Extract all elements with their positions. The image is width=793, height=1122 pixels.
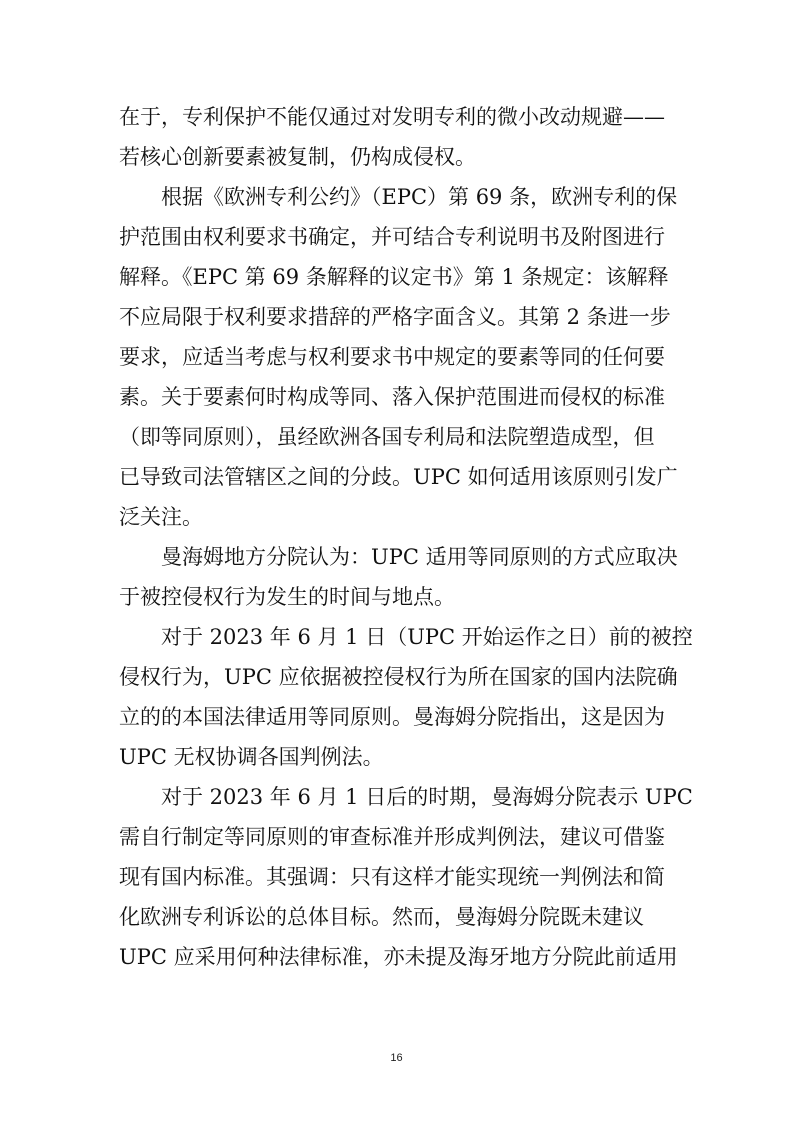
- text-line: 化欧洲专利诉讼的总体目标。然而，曼海姆分院既未建议: [119, 905, 644, 929]
- text-line: 护范围由权利要求书确定，并可结合专利说明书及附图进行: [119, 225, 665, 249]
- text-line: （即等同原则），虽经欧洲各国专利局和法院塑造成型，但: [119, 425, 655, 449]
- text-line: 根据《欧洲专利公约》（EPC）第 69 条，欧洲专利的保: [119, 185, 678, 209]
- text-line: 素。关于要素何时构成等同、落入保护范围进而侵权的标准: [119, 385, 665, 409]
- text-line: 现有国内标准。其强调：只有这样才能实现统一判例法和简: [119, 865, 665, 889]
- page-number: 16: [390, 1052, 403, 1064]
- text-line: 若核心创新要素被复制，仍构成侵权。: [119, 145, 476, 169]
- text-line: 要求，应适当考虑与权利要求书中规定的要素等同的任何要: [119, 345, 665, 369]
- text-line: 泛关注。: [119, 505, 203, 529]
- text-line: 对于 2023 年 6 月 1 日（UPC 开始运作之日）前的被控: [119, 625, 693, 649]
- text-line: 曼海姆地方分院认为：UPC 适用等同原则的方式应取决: [119, 545, 678, 569]
- text-line: 于被控侵权行为发生的时间与地点。: [119, 585, 455, 609]
- text-line: UPC 无权协调各国判例法。: [119, 745, 384, 769]
- text-line: 解释。《EPC 第 69 条解释的议定书》第 1 条规定：该解释: [119, 265, 669, 289]
- text-line: 在于，专利保护不能仅通过对发明专利的微小改动规避——: [119, 105, 665, 129]
- text-line: UPC 应采用何种法律标准，亦未提及海牙地方分院此前适用: [119, 945, 678, 969]
- text-line: 侵权行为，UPC 应依据被控侵权行为所在国家的国内法院确: [119, 665, 678, 689]
- text-line: 不应局限于权利要求措辞的严格字面含义。其第 2 条进一步: [119, 305, 671, 329]
- page-body: [119, 97, 693, 977]
- text-line: 已导致司法管辖区之间的分歧。UPC 如何适用该原则引发广: [119, 465, 678, 489]
- text-line: 立的的本国法律适用等同原则。曼海姆分院指出，这是因为: [119, 705, 665, 729]
- text-line: 对于 2023 年 6 月 1 日后的时期，曼海姆分院表示 UPC: [119, 785, 693, 809]
- text-line: 需自行制定等同原则的审查标准并形成判例法，建议可借鉴: [119, 825, 665, 849]
